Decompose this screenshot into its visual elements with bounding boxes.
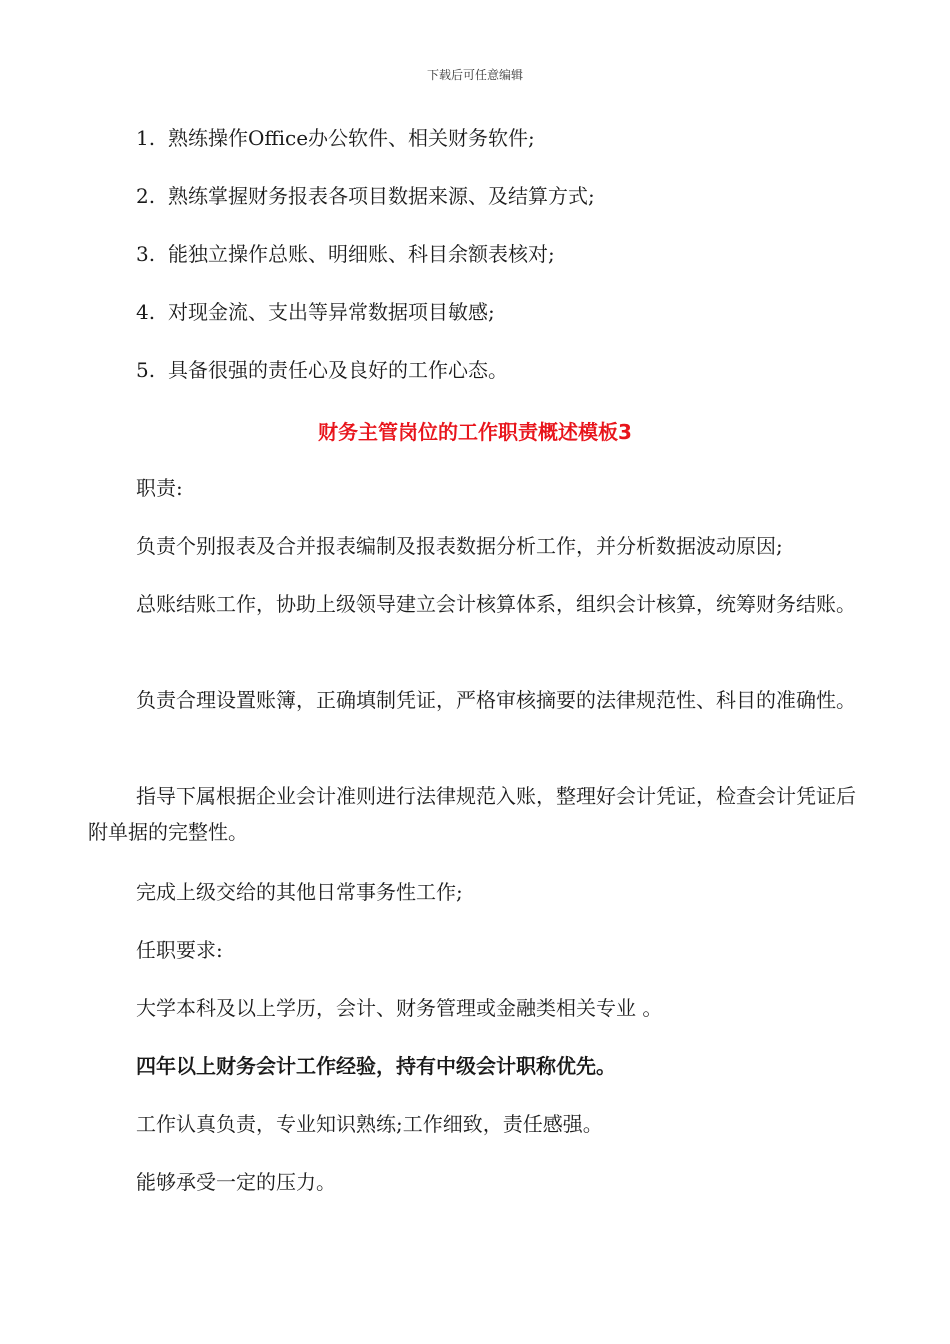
- duties-label: 职责:: [136, 476, 183, 500]
- list-item-text: 熟练掌握财务报表各项目数据来源、及结算方式;: [168, 184, 595, 208]
- list-item-number: 4.: [136, 300, 156, 324]
- list-item-text: 能独立操作总账、明细账、科目余额表核对;: [168, 242, 555, 266]
- list-item-number: 1.: [136, 126, 156, 150]
- header-note: 下载后可任意编辑: [426, 68, 523, 82]
- list-item-text: 熟练操作Office办公软件、相关财务软件;: [168, 126, 535, 150]
- duty-paragraph: 完成上级交给的其他日常事务性工作;: [136, 880, 463, 904]
- list-item-number: 3.: [136, 242, 156, 266]
- list-item: [136, 178, 595, 214]
- requirements-label: 任职要求:: [136, 938, 223, 962]
- list-item: [136, 236, 555, 272]
- list-item: [136, 294, 495, 330]
- list-item-text: 对现金流、支出等异常数据项目敏感;: [168, 300, 495, 324]
- requirement-item: 大学本科及以上学历，会计、财务管理或金融类相关专业 。: [136, 996, 663, 1020]
- list-item-number: 2.: [136, 184, 156, 208]
- list-item: [136, 352, 508, 388]
- requirement-item: 能够承受一定的压力。: [136, 1170, 336, 1194]
- duty-paragraph: 负责个别报表及合并报表编制及报表数据分析工作，并分析数据波动原因;: [136, 534, 783, 558]
- duty-paragraph: 总账结账工作，协助上级领导建立会计核算体系，组织会计核算，统筹财务结账。: [136, 592, 856, 616]
- section-heading: 财务主管岗位的工作职责概述模板3: [318, 420, 632, 444]
- duty-paragraph: 指导下属根据企业会计准则进行法律规范入账，整理好会计凭证，检查会计凭证后附单据的完整性。: [88, 784, 856, 844]
- requirement-item-bold: 四年以上财务会计工作经验，持有中级会计职称优先。: [136, 1054, 616, 1078]
- list-item-text: 具备很强的责任心及良好的工作心态。: [168, 358, 508, 382]
- requirement-item: 工作认真负责，专业知识熟练;工作细致，责任感强。: [136, 1112, 603, 1136]
- duty-paragraph: 负责合理设置账簿，正确填制凭证，严格审核摘要的法律规范性、科目的准确性。: [136, 688, 856, 712]
- list-item: [136, 120, 535, 156]
- list-item-number: 5.: [136, 358, 156, 382]
